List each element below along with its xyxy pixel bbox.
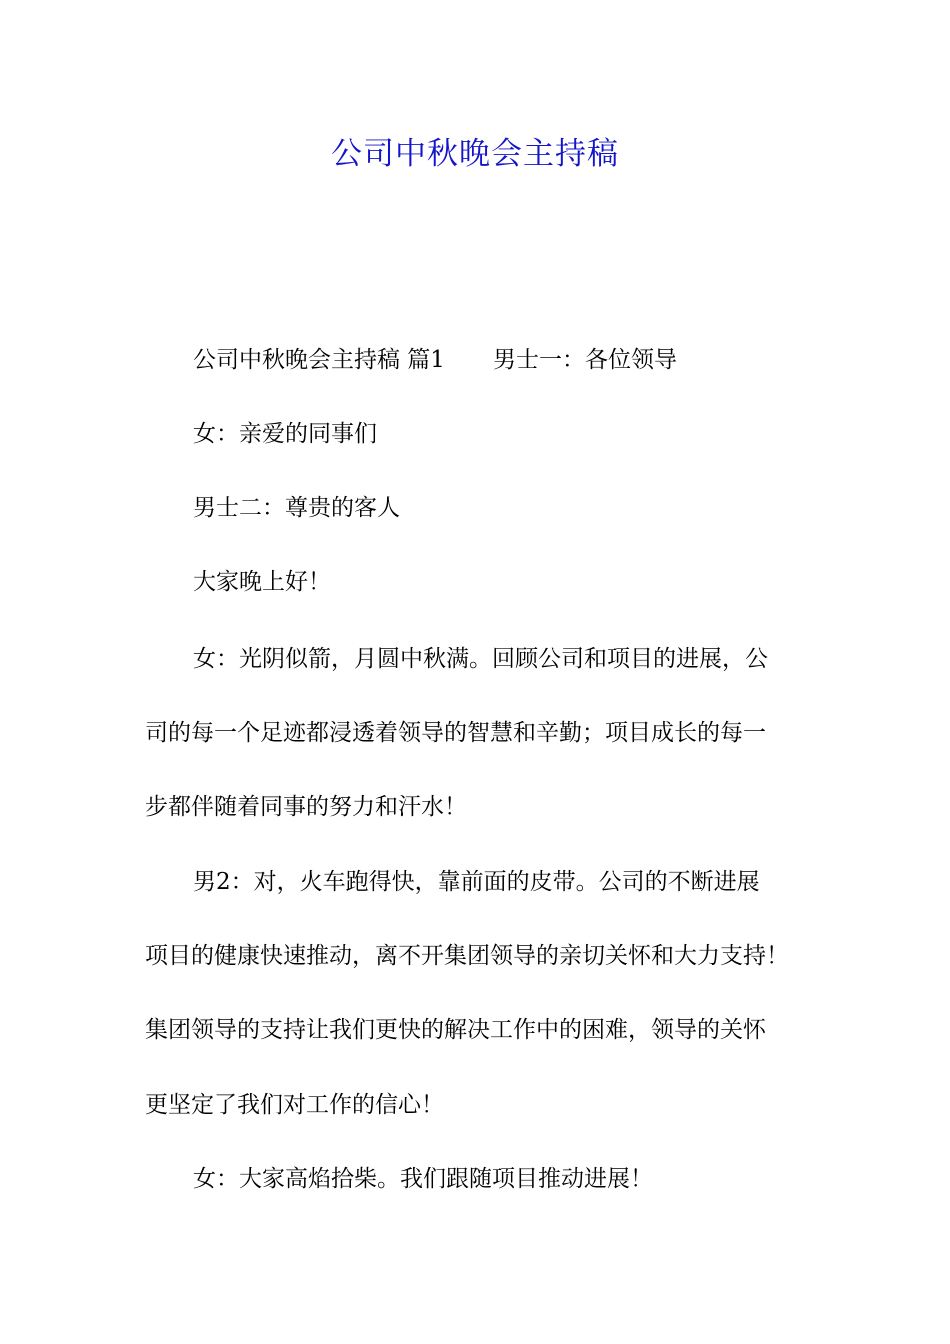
paragraph-line: 更坚定了我们对工作的信心！ xyxy=(145,1092,444,1118)
document-title: 公司中秋晚会主持稿 xyxy=(331,136,619,172)
paragraph-line: 男2：对，火车跑得快，靠前面的皮带。公司的不断进展 xyxy=(193,869,760,895)
paragraph-line: 项目的健康快速推动，离不开集团领导的亲切关怀和大力支持！ xyxy=(145,943,789,969)
paragraph-line: 司的每一个足迹都浸透着领导的智慧和辛勤；项目成长的每一 xyxy=(145,720,766,746)
paragraph-line: 女：亲爱的同事们 xyxy=(193,421,377,447)
paragraph-line: 女：光阴似箭，月圆中秋满。回顾公司和项目的进展，公 xyxy=(193,646,768,672)
paragraph-line: 步都伴随着同事的努力和汗水！ xyxy=(145,794,467,820)
section-heading: 公司中秋晚会主持稿 篇1 xyxy=(193,347,445,373)
paragraph-line: 男士二：尊贵的客人 xyxy=(193,495,400,521)
paragraph-line: 集团领导的支持让我们更快的解决工作中的困难，领导的关怀 xyxy=(145,1017,766,1043)
paragraph-line: 女：大家高焰拾柴。我们跟随项目推动进展！ xyxy=(193,1166,653,1192)
paragraph-line: 大家晚上好！ xyxy=(193,569,331,595)
speaker-line: 男士一：各位领导 xyxy=(492,347,677,373)
paragraph-line xyxy=(193,345,677,375)
